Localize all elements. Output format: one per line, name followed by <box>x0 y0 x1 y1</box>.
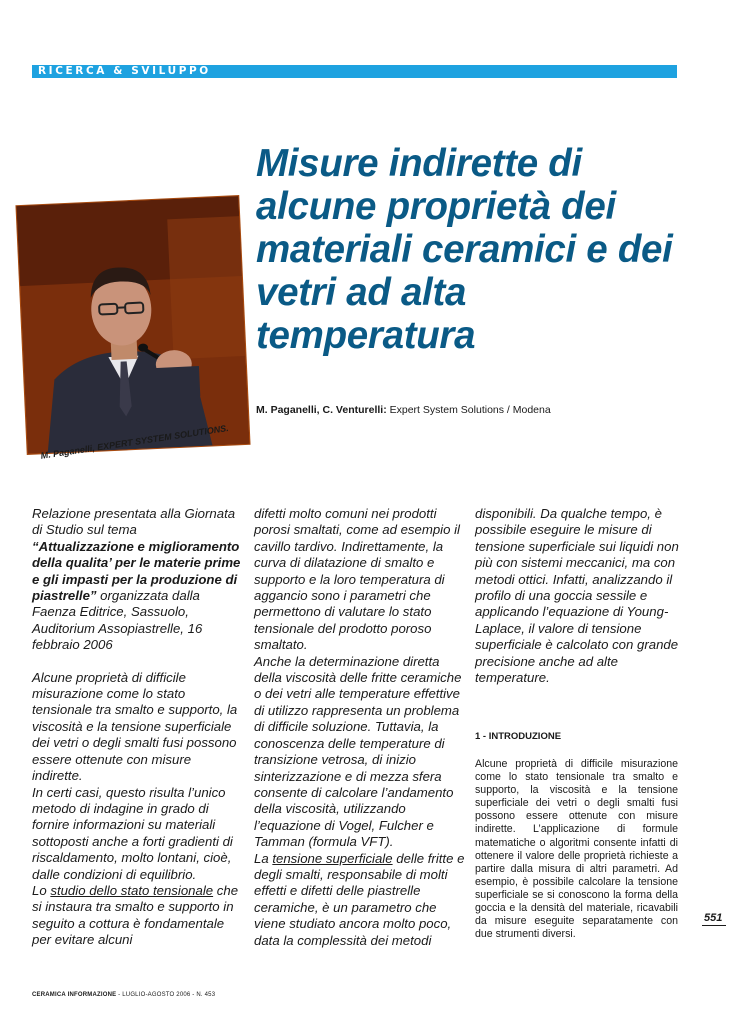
col2-para1: difetti molto comuni nei prodotti porosi smaltati, come ad esempio il cavillo tardivo. Indirettamente, la curva di dilatazione di smalto e supporto e la loro temperatura di aggancio sono i parametri che permettono di valutare lo stato tensionale del prodotto poroso smaltato. <box>254 506 460 653</box>
col1-para3 <box>32 883 242 949</box>
column-1 <box>32 506 242 949</box>
column-2 <box>254 506 469 949</box>
author-affiliation: Expert System Solutions / Modena <box>386 404 551 416</box>
col1-para2: In certi casi, questo risulta l’unico metodo di indagine in grado di fornire informazioni su materiali sottoposti anche a forti gradienti di riscaldamento, molto lontani, cioè, dalle condizioni di equilibrio. <box>32 784 233 882</box>
footer-issue: - LUGLIO-AGOSTO 2006 - N. 453 <box>116 992 216 998</box>
introduction-body: Alcune proprietà di difficile misurazione come lo stato tensionale tra smalto e supporto, la viscosità e la tensione superficiale dei vetri o degli smalti fusi possono essere ottenute con misure indirette. L’applicazione di formule matematiche o algoritmi consente infatti di ottenere il valore delle proprietà richieste a partire dalla misura di altri parametri. Ad esempio, è possibile calcolare la tensione superficiale se si conoscono la forma della goccia e la densità del materiale, ricavabili da misure eseguite separatamente con due strumenti diversi. <box>475 758 678 941</box>
intro-note <box>32 506 242 654</box>
col2-para3-pre: La <box>254 850 273 866</box>
page-number-rule <box>702 925 726 926</box>
col1-para1: Alcune proprietà di difficile misurazione come lo stato tensionale tra smalto e supporto, la viscosità e la tensione superficiale dei vetri o degli smalti fusi possono essere ottenute con misure indirette. <box>32 669 238 784</box>
col1-para3-pre: Lo <box>32 882 51 898</box>
intro-tail: organizzata dalla Faenza Editrice, Sassuolo, Auditorium Assopiastrelle, 16 febbraio 2006 <box>32 588 203 653</box>
intro-lead: Relazione presentata alla Giornata di Studio sul tema <box>32 506 236 538</box>
col2-para3-post: delle fritte e degli smalti, responsabile di molti effetti e difetti delle piastrelle ceramiche, è un parametro che viene studiato ancora molto poco, data la complessità dei metodi <box>254 850 465 948</box>
photo-caption: M. Paganelli, EXPERT SYSTEM SOLUTIONS. <box>40 422 230 461</box>
col3-para1: disponibili. Da qualche tempo, è possibile eseguire le misure di tensione superficiale sui liquidi non più con sistemi meccanici, ma con metodi ottici. Infatti, analizzando il profilo di una goccia sessile e applicando l’equazione di Young-Laplace, il valore di tensione superficiale è calcolato con grande precisione anche ad alte temperature. <box>475 506 679 686</box>
author-photo <box>16 196 249 454</box>
section-bar <box>32 65 677 78</box>
column-3 <box>475 506 685 686</box>
page-number: 551 <box>704 912 723 924</box>
section-label: RICERCA & SVILUPPO <box>38 65 211 77</box>
col1-para3-post: che si instaura tra smalto e supporto in seguito a cottura è fondamentale per evitare alcuni <box>32 882 239 948</box>
footer <box>32 992 215 998</box>
author-photo-image <box>16 196 249 454</box>
col2-para3-link: tensione superficiale <box>272 850 393 866</box>
article-title: Misure indirette di alcune proprietà dei materiali ceramici e dei vetri ad alta temperatura <box>256 142 673 357</box>
section-heading: 1 - INTRODUZIONE <box>475 731 562 742</box>
author-names: M. Paganelli, C. Venturelli: <box>256 404 387 416</box>
intro-theme: “Attualizzazione e miglioramento della qualita’ per le materie prime e gli impasti per la produzione di piastrelle” <box>32 538 241 604</box>
col1-para3-link: studio dello stato tensionale <box>50 882 214 898</box>
footer-journal: CERAMICA INFORMAZIONE <box>32 992 117 998</box>
col2-para2: Anche la determinazione diretta della viscosità delle fritte ceramiche o dei vetri alle temperature effettive di utilizzo rappresenta un problema di difficile soluzione. Tuttavia, la conoscenza delle temperature di transizione vetrosa, di inizio sinterizzazione e di mezza sfera consente di calcolare l’andamento della viscosità, utilizzando l’equazione di Vogel, Fulcher e Tamman (formula VFT). <box>254 653 462 850</box>
col2-para3 <box>254 851 469 949</box>
authors-line <box>256 404 551 416</box>
